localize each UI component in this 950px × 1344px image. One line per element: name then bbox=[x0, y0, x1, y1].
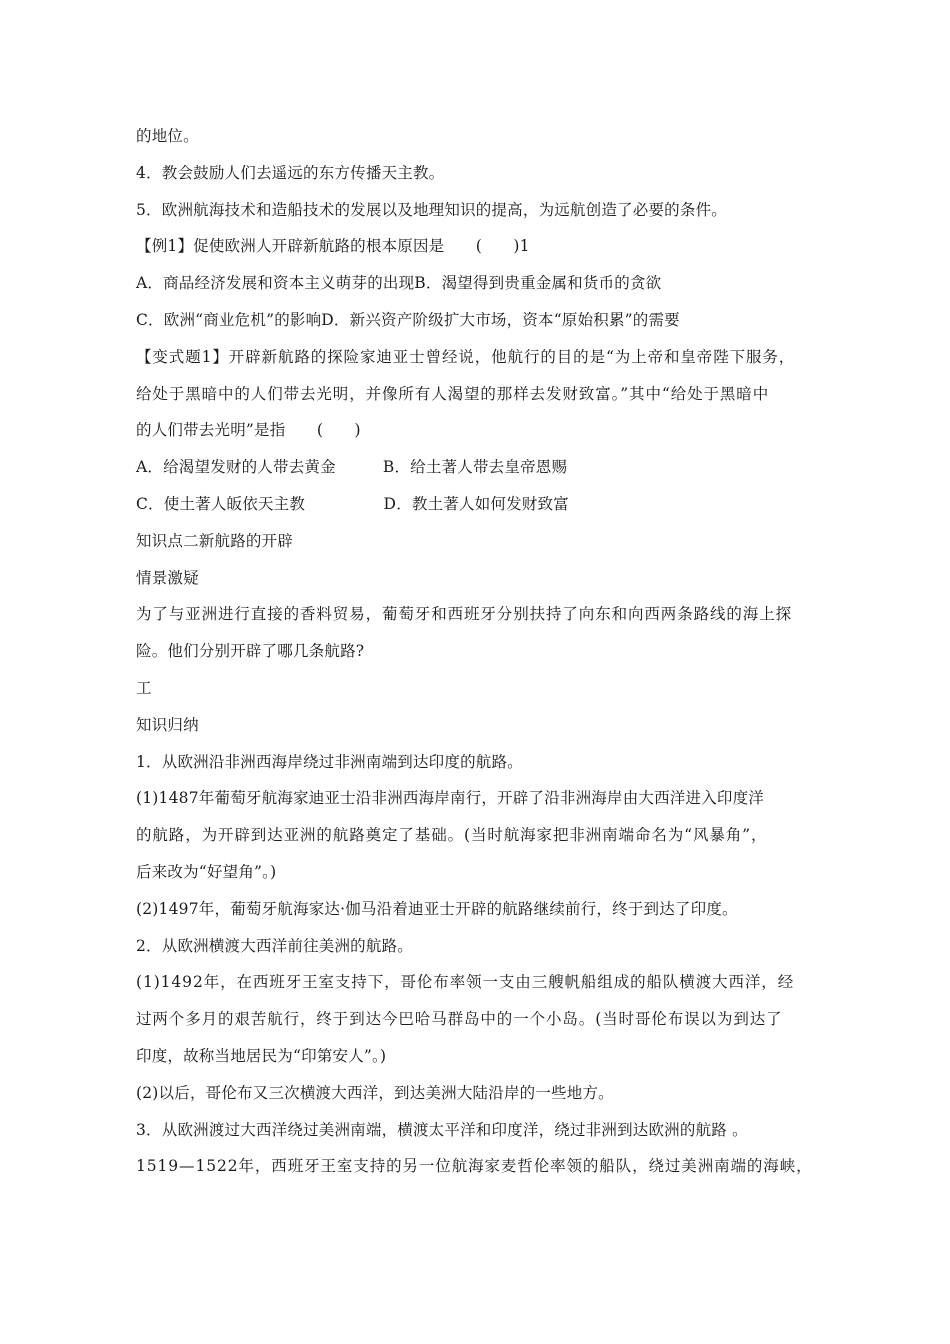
option-line: C．使土著人皈依天主教 D．教土著人如何发财致富 bbox=[136, 494, 569, 513]
section-heading: 知识点二新航路的开辟 bbox=[136, 531, 294, 550]
text-line: 印度，故称当地居民为“印第安人”。) bbox=[136, 1046, 387, 1065]
subsection-heading: 知识归纳 bbox=[136, 715, 199, 734]
text-line: 的地位。 bbox=[136, 127, 199, 145]
text-line: 1519—1522年，西班牙王室支持的另一位航海家麦哲伦率领的船队，绕过美洲南端的海峡， bbox=[136, 1157, 813, 1176]
text-line: 工 bbox=[136, 678, 152, 697]
text-line: 1．从欧洲沿非洲西海岸绕过非洲南端到达印度的航路。 bbox=[136, 752, 523, 771]
text-line: (1)1487年葡萄牙航海家迪亚士沿非洲西海岸南行，开辟了沿非洲海岸由大西洋进入印度洋 bbox=[136, 789, 765, 808]
text-line: 险。他们分别开辟了哪几条航路? bbox=[136, 642, 365, 661]
text-line: 的航路，为开辟到达亚洲的航路奠定了基础。(当时航海家把非洲南端命名为“风暴角”， bbox=[136, 826, 768, 845]
document-page bbox=[136, 118, 826, 1185]
example-question: 【例1】促使欧洲人开辟新航路的根本原因是 ( )1 bbox=[136, 237, 530, 256]
text-line: 给处于黑暗中的人们带去光明，并像所有人渴望的那样去发财致富。”其中“给处于黑暗中 bbox=[136, 384, 770, 403]
text-line: 的人们带去光明”是指 ( ) bbox=[136, 421, 361, 440]
text-line: 过两个多月的艰苦航行，终于到达今巴哈马群岛中的一个小岛。(当时哥伦布误以为到达了 bbox=[136, 1010, 783, 1029]
text-line: 3．从欧洲渡过大西洋绕过美洲南端，横渡太平洋和印度洋，绕过非洲到达欧洲的航路 。 bbox=[136, 1120, 748, 1139]
option-line: C．欧洲“商业危机”的影响D．新兴资产阶级扩大市场，资本“原始积累”的需要 bbox=[136, 310, 680, 329]
option-line: A．给渴望发财的人带去黄金 B．给土著人带去皇帝恩赐 bbox=[136, 458, 568, 477]
subsection-heading: 情景激疑 bbox=[136, 568, 199, 587]
text-line: (1)1492年，在西班牙王室支持下，哥伦布率领一支由三艘帆船组成的船队横渡大西洋，经 bbox=[136, 973, 795, 992]
text-line: (2)以后，哥伦布又三次横渡大西洋，到达美洲大陆沿岸的一些地方。 bbox=[136, 1083, 614, 1102]
text-line: 后来改为“好望角”。) bbox=[136, 862, 277, 881]
text-line: 2．从欧洲横渡大西洋前往美洲的航路。 bbox=[136, 936, 413, 955]
option-line: A．商品经济发展和资本主义萌芽的出现B．渴望得到贵重金属和货币的贪欲 bbox=[136, 274, 662, 293]
text-line: 5．欧洲航海技术和造船技术的发展以及地理知识的提高，为远航创造了必要的条件。 bbox=[136, 200, 727, 219]
text-line: (2)1497年，葡萄牙航海家达·伽马沿着迪亚士开辟的航路继续前行，终于到达了印度。 bbox=[136, 899, 738, 918]
variant-question: 【变式题1】开辟新航路的探险家迪亚士曾经说，他航行的目的是“为上帝和皇帝陛下服务， bbox=[136, 347, 796, 366]
text-line: 为了与亚洲进行直接的香料贸易，葡萄牙和西班牙分别扶持了向东和向西两条路线的海上探 bbox=[136, 605, 793, 624]
text-line: 4．教会鼓励人们去遥远的东方传播天主教。 bbox=[136, 163, 445, 182]
